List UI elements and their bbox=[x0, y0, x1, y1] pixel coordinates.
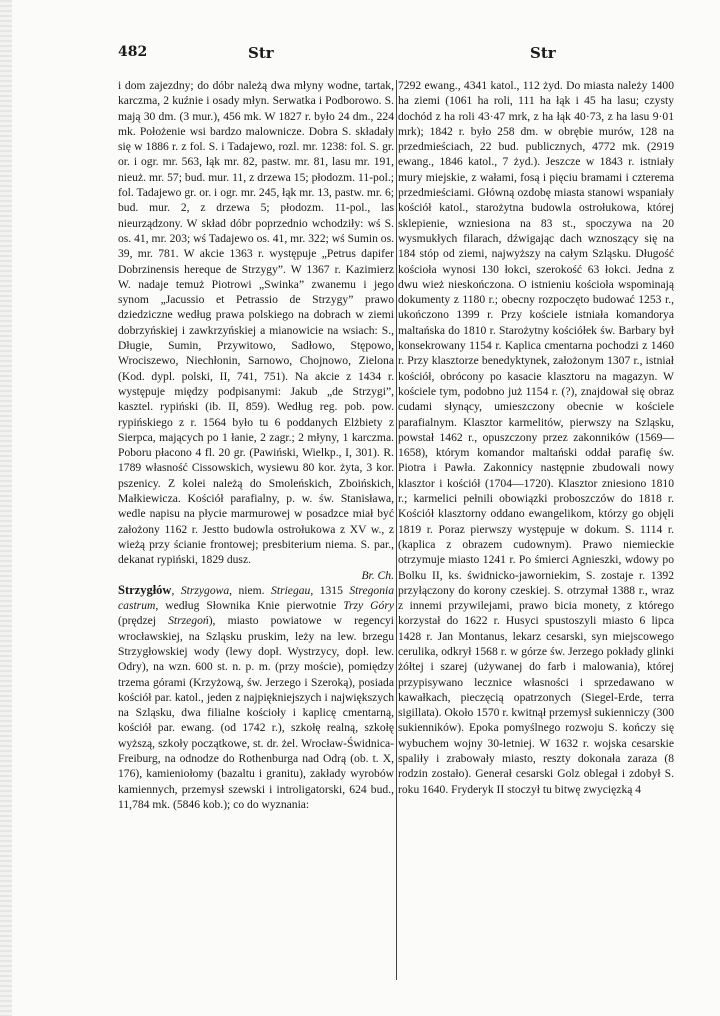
right-column bbox=[398, 78, 674, 797]
running-head-right: Str bbox=[530, 44, 556, 62]
entry-strzyglow: Strzygłów, Strzygowa, niem. Striegau, 1315 Stregonia castrum, według Słownika Knie pierwotnie Trzy Góry (prędzej Strzegoń), miasto powiatowe w regencyi wrocławskiej, na Szląsku pruskim, leży na lew. brzegu Strzygłowskiej wody (lewy dopł. Wystrzycy, dopł. lew. Odry), na wzn. 600 st. n. p. m. (przy moście), pomiędzy trzema górami (Krzyżową, św. Jerzego i Szeroką), posiada kościół par. katol., jeden z najpiękniejszych i największych na Szląsku, dwa filialne kościoły i kaplicę cmentarną, kościół par. ewang. (od 1742 r.), szkołę realną, szkołę wyższą, szkoły początkowe, st. dr. żel. Wrocław-Świdnica-Freiburg, na odnodze do Rothenburga nad Odrą (ob. t. X, 176), kamieniołomy (bazaltu i granitu), zakłady wyrobów kamiennych, przemysł szewski i introligatorski, 624 bud., 11,784 mk. (5846 kob.); co do wyznania: bbox=[118, 582, 395, 811]
author-signature: Br. Ch. bbox=[361, 568, 394, 582]
running-head-left: Str bbox=[248, 44, 274, 62]
entry-german-name: Striegau bbox=[271, 583, 311, 597]
left-paragraph-continuation: i dom zajezdny; do dóbr należą dwa młyny wodne, tartak, karczma, 2 kuźnie i osady młyn. Serwatka i Podborowo. S. mają 30 dm. (3 mur.), 456 mk. W 1827 r. było 24 dm., 224 mk. Położenie wsi bardzo malownicze. Dobra S. składały się w 1886 r. z fol. S. i Tadajewo, rozl. mr. 1238: fol. S. gr. or. i ogr. mr. 563, łąk mr. 82, pastw. mr. 81, lasu mr. 191, nieuż. mr. 57; bud. mur. 11, z drzewa 15; płodozm. 11-pol.; fol. Tadajewo gr. or. i ogr. mr. 245, łąk mr. 13, pastw. mr. 6; bud. mur. 2, z drzewa 5; płodozm. 11-pol., las nieurządzony. W skład dóbr poprzednio wchodziły: wś S. os. 41, mr. 203; wś Tadajewo os. 41, mr. 322; wś Sumin os. 39, mr. 781. W akcie 1363 r. występuje „Petrus dapifer Dobrzinensis hereque de Strzygy”. W 1367 r. Kazimierz W. nadaje temuż Piotrowi „Swinka” zwanemu i jego synom „Jacussio et Petrassio de Strzygy” prawo dziedziczne według prawa polskiego na dobrach w ziemi dobrzyńskiej i zawkrzyńskiej a mianowicie na wsiach: S., Długie, Sumin, Przywitowo, Sadłowo, Stępowo, Wrociszewo, Niechłonin, Sarnowo, Chojnowo, Zielona (Kod. dypl. polski, II, 741, 751). Na akcie z 1434 r. występuje między podpisanymi: Jakub „de Strzygi”, kasztel. rypiński (ib. II, 859). Według reg. pob. pow. rypińskiego z r. 1564 było tu 6 poddanych Elżbiety z Sierpca, mających po 1 łanie, 2 zagr.; 2 młyny, 1 karczma. Poboru płacono 4 fl. 20 gr. (Pawiński, Wielkp., I, 301). R. 1789 własność Cissowskich, wysiewu 80 kor. żyta, 3 kor. pszenicy. Z kolei należą do Smoleńskich, Zboińskich, Małkiewicza. Kościół parafialny, p. w. św. Stanisława, wedle napisu na płycie marmurowej w posadzce miał być założony 1162 r. Jestto budowla ostrołukowa z XV w., z wieżą przy ścianie frontowej; presbiterium niema. S. par., dekanat rypiński, 1829 dusz. bbox=[118, 79, 394, 567]
right-paragraph: 7292 ewang., 4341 katol., 112 żyd. Do miasta należy 1400 ha ziemi (1061 ha roli, 111 ha łąk i 45 ha lasu; czysty dochód z ha roli 43·47 mrk, z ha łąk 40·73, z ha lasu 9·01 mrk); 1842 r. było 258 dm. w obrębie murów, 128 na przedmieściach, 22 bud. publicznych, 4772 mk. (2919 ewang., 1846 katol., 7 żyd.). Jeszcze w 1843 r. istniały mury miejskie, z wałami, fosą i pięciu bramami i czterema przedmieściami. Główną ozdobę miasta stanowi wspaniały kościół katol., starożytna budowla ostrołukowa, której sklepienie, wzniesiona na 83 st., spoczywa na 20 wysmukłych filarach, dźwigając dach wznoszący się na 184 stóp od ziemi, najwyższy na całym Szląsku. Długość kościoła wynosi 130 łokci, szerokość 63 łokci. Jedna z dwu wież nieskończona. O istnieniu kościoła wspominają dokumenty z 1180 r.; obecny rozpoczęto budować 1253 r., ukończono 1399 r. Przy kościele istniała komandorya maltańska do 1810 r. Starożytny kościółek św. Barbary był konsekrowany 1154 r. Kaplica cmentarna pochodzi z 1460 r. Przy klasztorze benedyktynek, założonym 1307 r., istniał kościół, obrócony po kasacie klasztoru na magazyn. W kościele tym, podobno już 1154 r. (?), znajdował się obraz cudami słynący, umieszczony obecnie w kościele parafialnym. Klasztor karmelitów, pierwszy na Szląsku, powstał 1462 r., opuszczony przez zakonników (1569—1658), którym komandor maltański oddał parafię św. Piotra i Pawła. Zakonnicy następnie zbudowali nowy klasztor i kościół (1704—1720). Klasztor zniesiono 1810 r.; karmelici pełnili obowiązki proboszczów do 1818 r. Kościół klasztorny oddano ewangelikom, którzy go objęli 1819 r. Poraz pierwszy występuje w dokum. S. 1114 r. (kaplica z obrazem cudownym). Prawo niemieckie otrzymuje miasto 1241 r. Po śmierci Agnieszki, wdowy po Bolku II, ks. świdnicko-jaworniekim, S. zostaje r. 1392 przyłączony do korony czeskiej. S. otrzymał 1388 r., wraz z innemi przywilejami, prawo bicia monety, z którego korzystał do 1622 r. Husyci spustoszyli miasto 6 lipca 1428 r. Jan Montanus, lekarz cesarski, syn miejscowego cerulika, odkrył 1568 r. w górze św. Jerzego pokłady glinki żółtej i szarej (używanej do farb i malowania), której przypisywano lecznice własności i sprzedawano w kawałkach, pieczęcią opatrzonych (Siegel-Erde, terra sigillata). Około 1570 r. kwitnął przemysł sukienniczy (300 sukienników). Epoka pomyślnego rozwoju S. kończy się wybuchem wojny 30-letniej. W 1632 r. wojska cesarskie spaliły i zrabowały miasto, reszty dokonała zaraza (8 rodzin zostało). Generał cesarski Golz oblegał i zdobył S. roku 1640. Fryderyk II stoczył tu bitwę zwycięzką 4 bbox=[398, 79, 674, 796]
entry-body: ), miasto powiatowe w regencyi wrocławskiej, na Szląsku pruskim, leży na lew. brzegu Strzygłowskiej wody (lewy dopł. Wystrzycy, dopł. lew. Odry), na wzn. 600 st. n. p. m. (przy moście), pomiędzy trzema górami (Krzyżową, św. Jerzego i Szeroką), posiada kościół par. katol., jeden z najpiękniejszych i największych na Szląsku, dwa filialne kościoły i kaplicę cmentarną, kościół par. ewang. (od 1742 r.), szkołę realną, szkołę wyższą, szkoły początkowe, st. dr. żel. Wrocław-Świdnica-Freiburg, na odnodze do Rothenburga nad Odrą (ob. t. X, 176), kamieniołomy (bazaltu i granitu), zakłady wyrobów kamiennych, przemysł szewski i introligatorski, 624 bud., 11,784 mk. (5846 kob.); co do wyznania: bbox=[118, 614, 395, 811]
entry-variant: Strzygowa bbox=[180, 583, 230, 597]
left-column bbox=[118, 78, 394, 812]
page-number: 482 bbox=[118, 44, 148, 60]
entry-headword: Strzygłów bbox=[118, 582, 172, 597]
entry-latin-name: Stregonia castrum bbox=[118, 583, 395, 613]
column-divider bbox=[396, 80, 397, 980]
scan-edge bbox=[0, 0, 12, 1016]
page-header bbox=[118, 44, 708, 64]
entry-old-name-alt: Strzegoń bbox=[168, 614, 209, 628]
entry-old-name: Trzy Góry bbox=[343, 599, 395, 613]
